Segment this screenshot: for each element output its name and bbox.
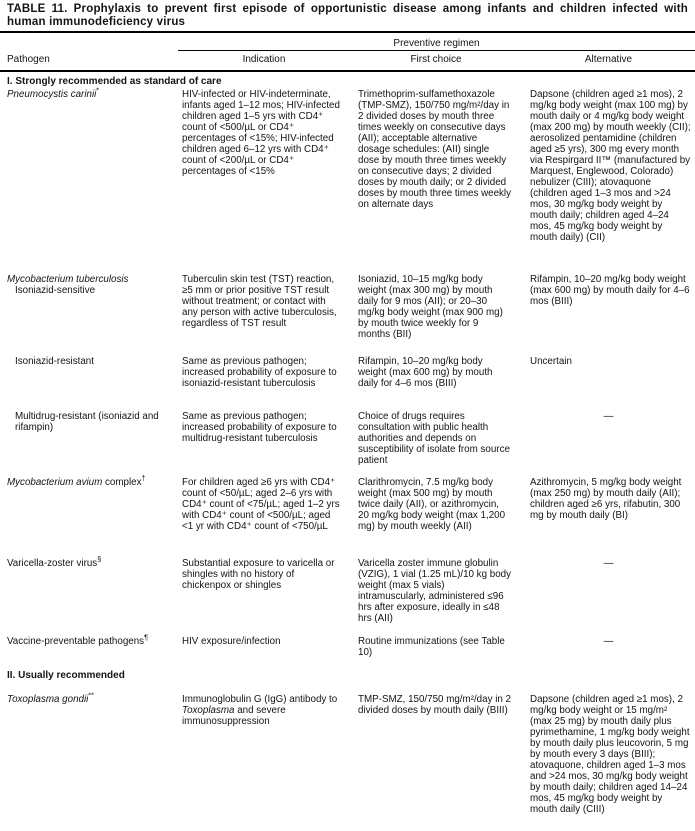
indication-cell: Tuberculin skin test (TST) reaction, ≥5 mm or prior positive TST result without treatment; or contact with any person with active tuberculosis, regardless of TST result xyxy=(182,274,337,329)
alternative-cell: Azithromycin, 5 mg/kg body weight (max 250 mg) by mouth daily (AII); children aged ≥6 yrs, rifabutin, 300 mg by mouth daily (BI) xyxy=(530,477,682,521)
first-choice-cell: Isoniazid, 10–15 mg/kg body weight (max 300 mg) by mouth daily for 9 mos (AII); or 20–30 mg/kg body weight (max 900 mg) by mouth twice weekly for 9 months (BII) xyxy=(358,274,503,340)
alternative-cell: Rifampin, 10–20 mg/kg body weight (max 600 mg) by mouth daily for 4–6 mos (BIII) xyxy=(530,274,690,307)
table-row xyxy=(0,411,695,477)
table-row xyxy=(0,632,695,666)
pathogen-subtype: Isoniazid-sensitive xyxy=(15,285,96,296)
footnote-marker: * xyxy=(96,85,100,95)
column-header-indication: Indication xyxy=(242,54,286,65)
alternative-cell: Uncertain xyxy=(530,356,572,367)
pathogen-cell xyxy=(0,690,178,815)
table-row xyxy=(0,85,695,274)
indication-cell: Same as previous pathogen; increased probability of exposure to multidrug-resistant tuberculosis xyxy=(182,411,337,444)
pathogen-cell xyxy=(0,85,178,274)
column-header-alternative: Alternative xyxy=(584,54,633,65)
pathogen-cell xyxy=(0,473,178,558)
pathogen-name-plain: Varicella-zoster virus xyxy=(7,558,98,569)
indication-cell: For children aged ≥6 yrs with CD4⁺ count of <50/µL; aged 2–6 yrs with CD4⁺ count of <75/µL; aged 1–2 yrs with CD4⁺ count of <500/µL; aged <1 yr with CD4⁺ count of <750/µL xyxy=(182,477,340,532)
table-row xyxy=(0,690,695,815)
indication-cell xyxy=(178,694,350,815)
first-choice-cell: Rifampin, 10–20 mg/kg body weight (max 600 mg) by mouth daily for 4–6 mos (BIII) xyxy=(358,356,493,389)
footnote-marker: § xyxy=(97,554,102,564)
first-choice-cell: Clarithromycin, 7.5 mg/kg body weight (max 500 mg) by mouth twice daily (AII), or azithromycin, 20 mg/kg body weight (max 1,200 mg) by mouth weekly (AII) xyxy=(358,477,506,532)
indication-cell: Substantial exposure to varicella or shingles with no history of chickenpox or shingles xyxy=(182,558,335,591)
column-header-pathogen: Pathogen xyxy=(7,54,50,65)
table-row xyxy=(0,356,695,411)
table-row xyxy=(0,554,695,636)
first-choice-cell: TMP-SMZ, 150/750 mg/m²/day in 2 divided doses by mouth daily (BIII) xyxy=(358,694,511,716)
pathogen-name: Mycobacterium avium xyxy=(7,477,103,488)
indication-text: and severe immunosuppression xyxy=(182,705,286,727)
preventive-regimen-spanner xyxy=(178,33,695,51)
pathogen-name-plain: Vaccine-preventable pathogens xyxy=(7,636,145,647)
footnote-marker: † xyxy=(141,473,146,483)
table-row xyxy=(0,274,695,356)
first-choice-cell: Varicella zoster immune globulin (VZIG), 1 vial (1.25 mL)/10 kg body weight (max 5 vials) intramuscularly, administered ≤96 hrs after exposure, ideally in ≤48 hrs (AII) xyxy=(358,558,511,624)
footnote-marker: ** xyxy=(88,690,95,700)
indication-cell: HIV-infected or HIV-indeterminate, infants aged 1–12 mos; HIV-infected children aged 1–5 yrs with CD4⁺ count of <500/µL or CD4⁺ percentages of <15%; HIV-infected children aged 6–12 yrs with CD4⁺ count of <200/µL or CD4⁺ percentages of <15% xyxy=(182,89,340,177)
alternative-cell: Dapsone (children aged ≥1 mos), 2 mg/kg body weight or 15 mg/m² (max 25 mg) by mouth daily plus pyrimethamine, 1 mg/kg body weight by mouth daily plus leucovorin, 5 mg by mouth every 3 days (BIII); atovaquone, children aged 1–3 mos and >24 mos, 30 mg/kg body weight by mouth daily; children aged 14–24 mos, 45 mg/kg body weight by mouth daily (CIII) xyxy=(530,694,690,815)
table-row xyxy=(0,473,695,558)
alternative-cell: — xyxy=(603,558,614,569)
pathogen-name: Toxoplasma gondii xyxy=(7,694,89,705)
indication-italic-term: Toxoplasma xyxy=(182,705,235,716)
first-choice-cell: Choice of drugs requires consultation with public health authorities and depends on susceptibility of isolate from source patient xyxy=(358,411,510,466)
header-rule xyxy=(0,70,695,72)
pathogen-cell xyxy=(0,356,178,411)
footnote-marker: ¶ xyxy=(144,632,148,642)
pathogen-subtype: Multidrug-resistant (isoniazid and rifampin) xyxy=(15,411,159,433)
alternative-cell: — xyxy=(603,636,614,647)
pathogen-cell xyxy=(0,632,178,666)
first-choice-cell: Routine immunizations (see Table 10) xyxy=(358,636,505,658)
pathogen-name: Mycobacterium tuberculosis xyxy=(7,274,129,285)
pathogen-cell xyxy=(0,274,178,356)
table-title: TABLE 11. Prophylaxis to prevent first episode of opportunistic disease among infants and children infected with human immunodeficiency virus xyxy=(7,3,688,28)
spanner-label: Preventive regimen xyxy=(393,38,480,49)
indication-cell: Same as previous pathogen; increased probability of exposure to isoniazid-resistant tuberculosis xyxy=(182,356,337,389)
pathogen-name: Pneumocystis carinii xyxy=(7,89,97,100)
pathogen-subtype: Isoniazid-resistant xyxy=(15,356,94,367)
pathogen-cell xyxy=(0,411,178,477)
section-1-heading: I. Strongly recommended as standard of care xyxy=(7,76,222,87)
pathogen-name-plain: complex xyxy=(102,477,142,488)
first-choice-cell: Trimethoprim-sulfamethoxazole (TMP-SMZ), 150/750 mg/m²/day in 2 divided doses by mouth three times weekly on consecutive days (AII); acceptable alternative dosage schedules: (AII) single dose by mouth three times weekly on consecutive days; 2 divided doses by mouth daily; or 2 divided doses by mouth three times weekly on alternate days xyxy=(358,89,512,210)
pathogen-cell xyxy=(0,554,178,636)
alternative-cell: — xyxy=(603,411,614,422)
indication-cell: HIV exposure/infection xyxy=(182,636,281,647)
section-2-heading: II. Usually recommended xyxy=(7,670,125,681)
column-header-row xyxy=(0,51,695,70)
indication-text: Immunoglobulin G (IgG) antibody to xyxy=(182,694,338,705)
column-header-first-choice: First choice xyxy=(410,54,462,65)
alternative-cell: Dapsone (children aged ≥1 mos), 2 mg/kg body weight (max 100 mg) by mouth daily or 4 mg/kg body weight (max 200 mg) by mouth weekly (CII); aerosolized pentamidine (children aged ≥5 yrs), 300 mg every month via Respirgard II™ (manufactured by Marquest, Englewood, Colorado) nebulizer (CIII); atovaquone (children aged 1–3 mos and >24 mos, 30 mg/kg body weight by mouth daily; children aged 4–24 mos, 45 mg/kg body weight by mouth daily) (CII) xyxy=(530,89,691,243)
